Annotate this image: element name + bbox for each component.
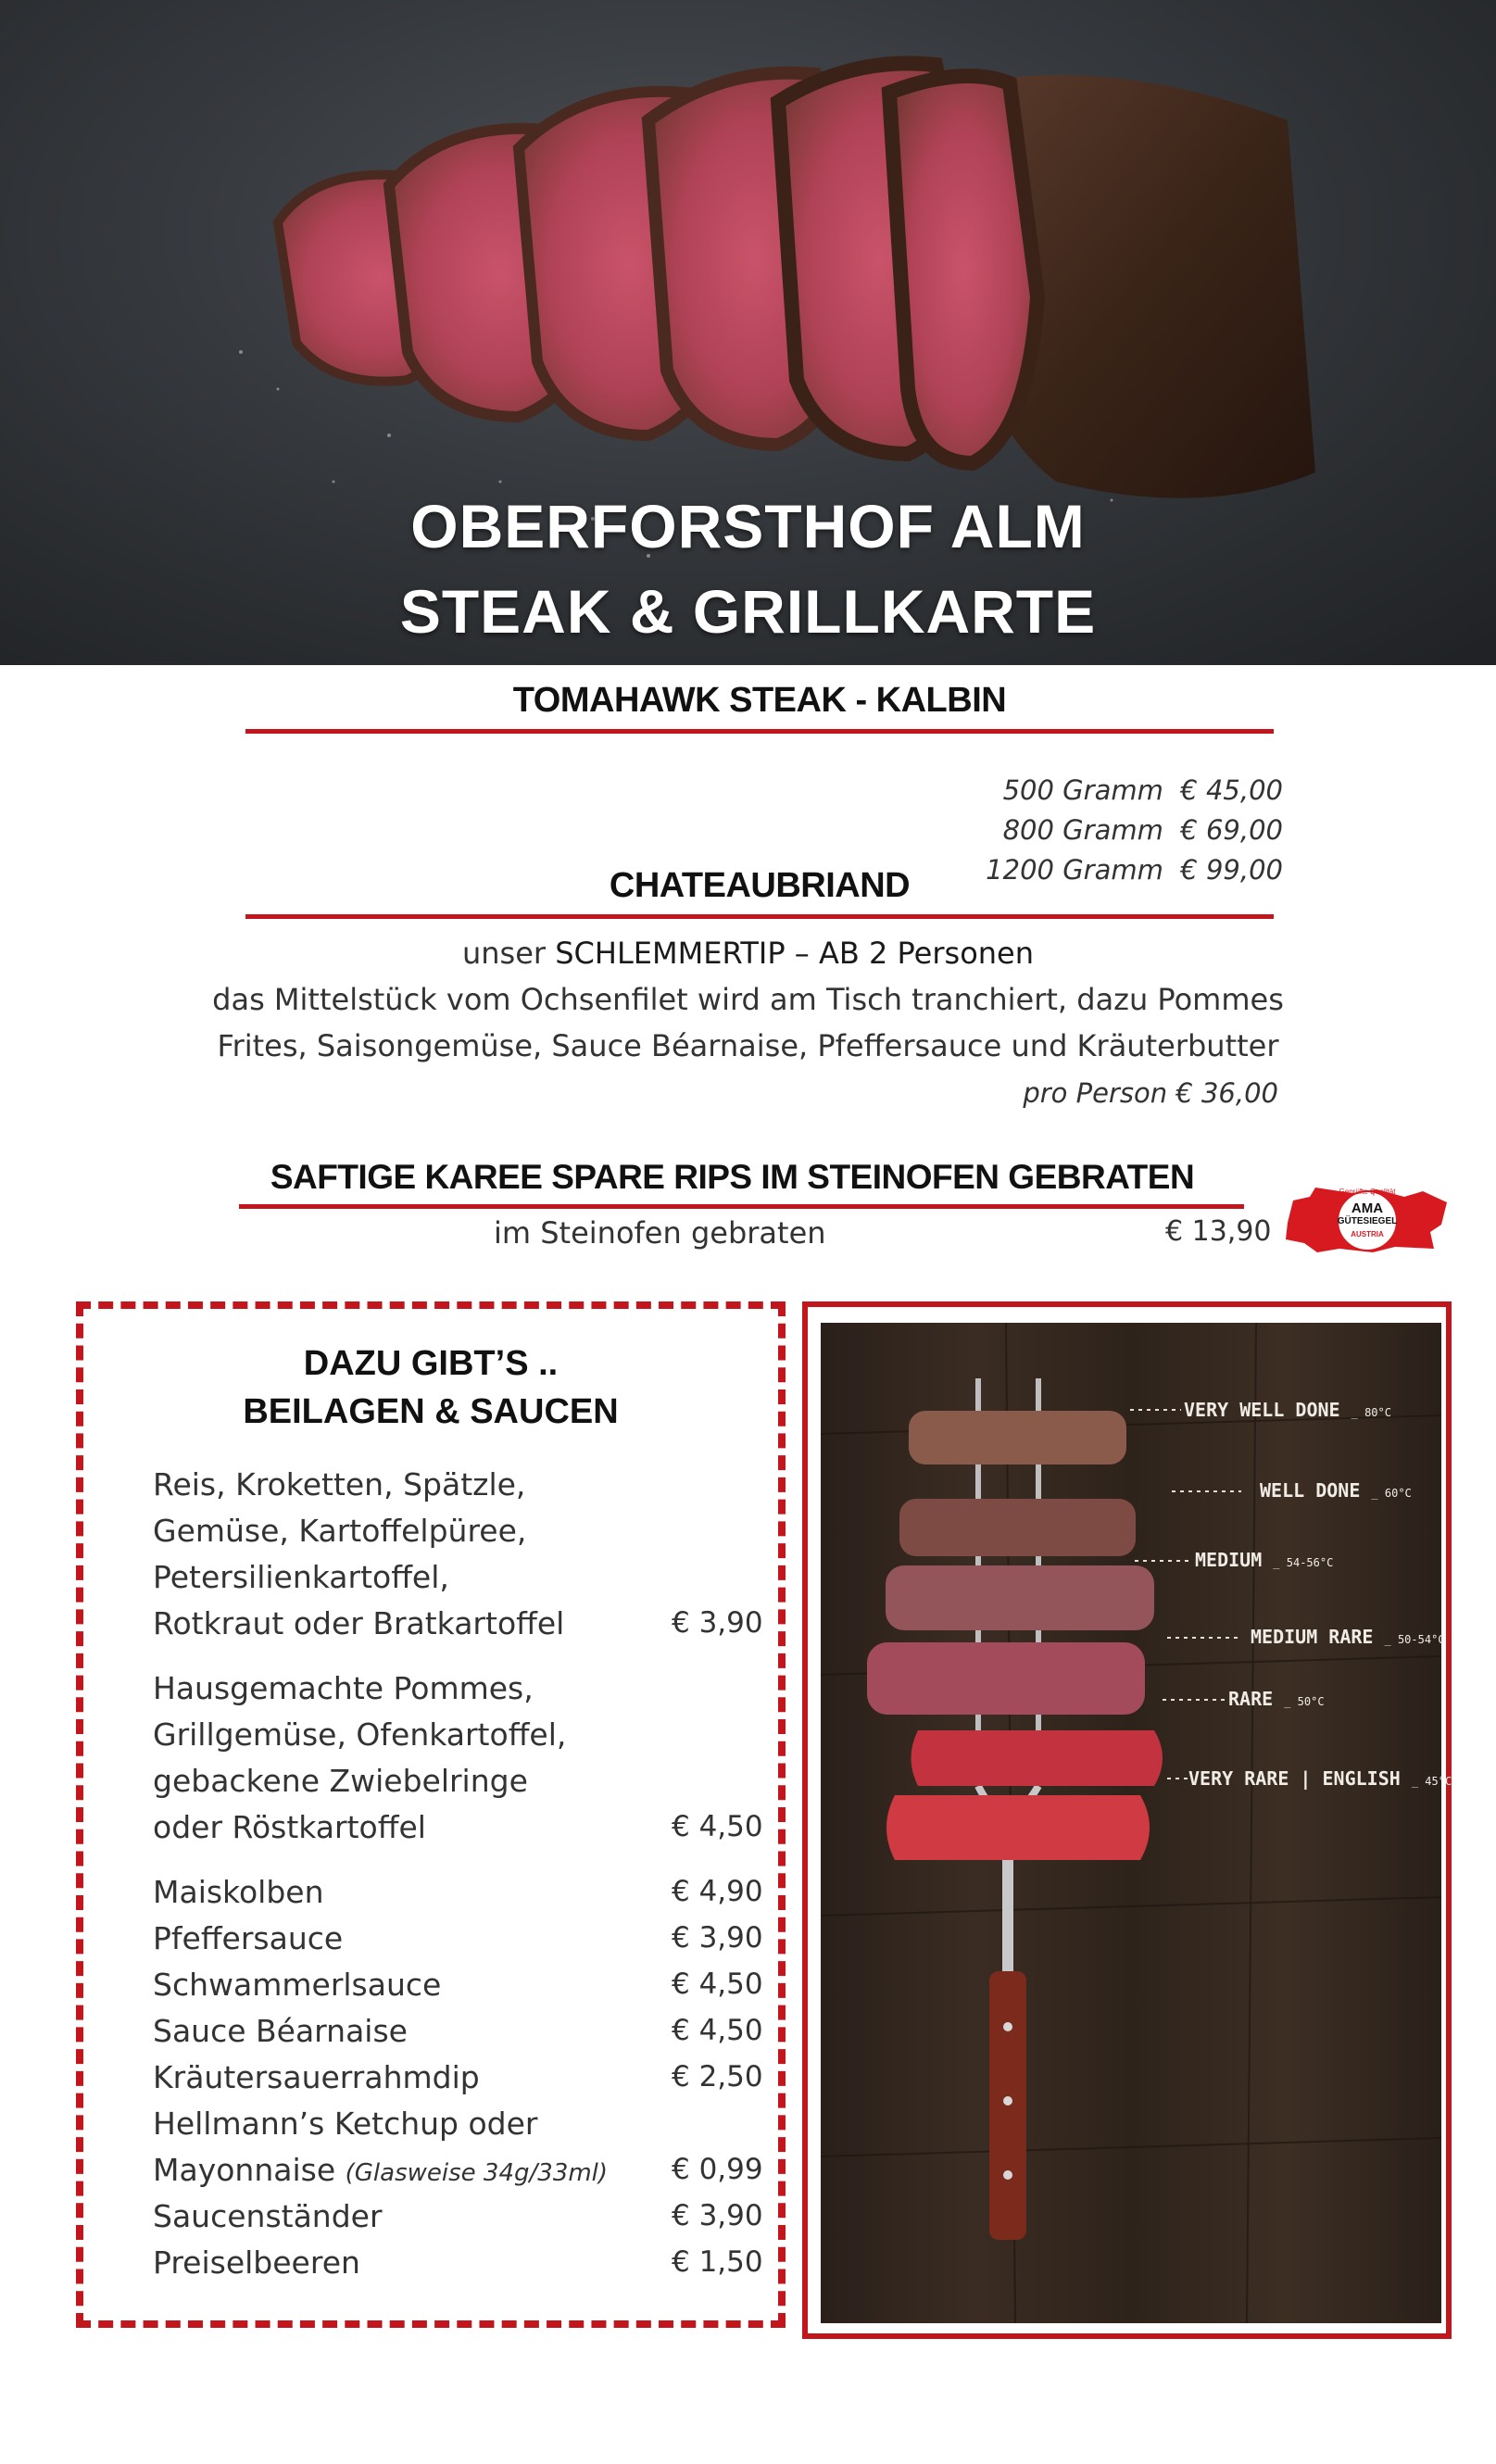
seal-label: GÜTESIEGEL (1337, 1216, 1398, 1226)
side-item-name: Schwammerlsauce (153, 1967, 442, 2003)
chateaubriand-title: CHATEAUBRIAND (609, 866, 911, 905)
side-group1-price: € 3,90 (672, 1606, 763, 1640)
side-group1-line: Rotkraut oder Bratkartoffel (153, 1605, 565, 1641)
tomahawk-price: € 99,00 (1180, 854, 1283, 886)
tomahawk-weight: 1200 Gramm (986, 854, 1163, 886)
side-group1-line: Petersilienkartoffel, (153, 1559, 449, 1595)
tomahawk-weight: 500 Gramm (1002, 774, 1163, 806)
tomahawk-divider (245, 729, 1274, 734)
sliced-steak-image (0, 0, 1496, 665)
chateaubriand-subtitle (93, 936, 1403, 971)
side-item-name: Maiskolben (153, 1874, 324, 1910)
chateaubriand-description-line1: das Mittelstück vom Ochsenfilet wird am Tisch tranchiert, dazu Pommes (212, 982, 1284, 1017)
side-group1-line: Gemüse, Kartoffelpüree, (153, 1513, 527, 1549)
tomahawk-weight: 800 Gramm (1002, 814, 1163, 846)
chateaubriand-description-line2: Frites, Saisongemüse, Sauce Béarnaise, Pfeffersauce und Kräuterbutter (217, 1028, 1279, 1063)
side-item-name: Sauce Béarnaise (153, 2013, 408, 2049)
seal-brand: AMA (1351, 1201, 1384, 1216)
sides-heading-line2: BEILAGEN & SAUCEN (243, 1392, 619, 1431)
doneness-temp: _ 50°C (1284, 1695, 1325, 1708)
side-item-price: € 3,90 (672, 1921, 763, 1955)
doneness-name: VERY WELL DONE (1184, 1399, 1340, 1421)
side-group2-line: Hausgemachte Pommes, (153, 1670, 534, 1706)
seal-country: AUSTRIA (1351, 1230, 1384, 1238)
side-item-price: € 1,50 (672, 2245, 763, 2279)
doneness-name: VERY RARE | ENGLISH (1188, 1767, 1401, 1790)
ketchup-line1: Hellmann’s Ketchup oder (153, 2106, 538, 2142)
side-item-price: € 4,50 (672, 1967, 763, 2001)
side-group2-line: oder Röstkartoffel (153, 1809, 426, 1845)
spare-ribs-price: € 13,90 (1165, 1215, 1272, 1248)
chateaubriand-highlight: SCHLEMMERTIP – AB 2 Personen (555, 936, 1035, 971)
ketchup-price: € 0,99 (672, 2153, 763, 2186)
doneness-name: RARE (1228, 1688, 1274, 1710)
side-item-name: Saucenständer (153, 2198, 383, 2234)
doneness-temp: _ 80°C (1351, 1406, 1391, 1419)
side-group2-line: Grillgemüse, Ofenkartoffel, (153, 1716, 567, 1753)
side-item-price: € 2,50 (672, 2060, 763, 2093)
spare-ribs-title: SAFTIGE KAREE SPARE RIPS IM STEINOFEN GEBRATEN (270, 1158, 1195, 1196)
ketchup-name: Mayonnaise (153, 2152, 336, 2188)
side-group2-line: gebackene Zwiebelringe (153, 1763, 528, 1799)
hero-title-line1: OBERFORSTHOF ALM (410, 492, 1086, 560)
tomahawk-price: € 69,00 (1180, 814, 1283, 846)
spare-ribs-description: im Steinofen gebraten (494, 1215, 826, 1251)
doneness-label (1251, 1626, 1445, 1648)
side-item-name: Preiselbeeren (153, 2244, 360, 2281)
tomahawk-price: € 45,00 (1180, 774, 1283, 806)
doneness-temp: _ 45°C (1411, 1775, 1452, 1788)
doneness-label (1228, 1688, 1325, 1710)
side-item-name: Kräutersauerrahmdip (153, 2059, 480, 2095)
ketchup-note: (Glasweise 34g/33ml) (345, 2159, 609, 2187)
doneness-temp: _ 50-54°C (1384, 1633, 1445, 1646)
sides-box (76, 1301, 786, 2328)
spare-ribs-divider (239, 1204, 1244, 1209)
hero-title-line2: STEAK & GRILLKARTE (399, 577, 1097, 646)
doneness-temp: _ 54-56°C (1273, 1556, 1334, 1569)
side-item-price: € 3,90 (672, 2199, 763, 2232)
chateaubriand-price: pro Person € 36,00 (1023, 1077, 1278, 1109)
hero-banner (0, 0, 1496, 665)
sides-heading-line1: DAZU GIBT’S .. (303, 1344, 559, 1383)
ketchup-line2 (153, 2152, 608, 2188)
side-item-price: € 4,90 (672, 1875, 763, 1908)
doneness-name: WELL DONE (1260, 1479, 1361, 1502)
chateaubriand-subtitle-prefix: unser (461, 936, 556, 971)
tomahawk-title: TOMAHAWK STEAK - KALBIN (512, 681, 1007, 720)
doneness-temp: _ 60°C (1371, 1487, 1412, 1500)
doneness-pointer-lines (1056, 1389, 1241, 1806)
doneness-label (1260, 1479, 1412, 1502)
side-group1-line: Reis, Kroketten, Spätzle, (153, 1466, 526, 1502)
seal-top-text: Geprüfte Qualität (1339, 1188, 1396, 1196)
side-item-price: € 4,50 (672, 2014, 763, 2047)
doneness-name: MEDIUM (1195, 1549, 1263, 1571)
side-item-name: Pfeffersauce (153, 1920, 344, 1956)
chateaubriand-divider (245, 914, 1274, 919)
side-group2-price: € 4,50 (672, 1810, 763, 1843)
doneness-name: MEDIUM RARE (1251, 1626, 1374, 1648)
